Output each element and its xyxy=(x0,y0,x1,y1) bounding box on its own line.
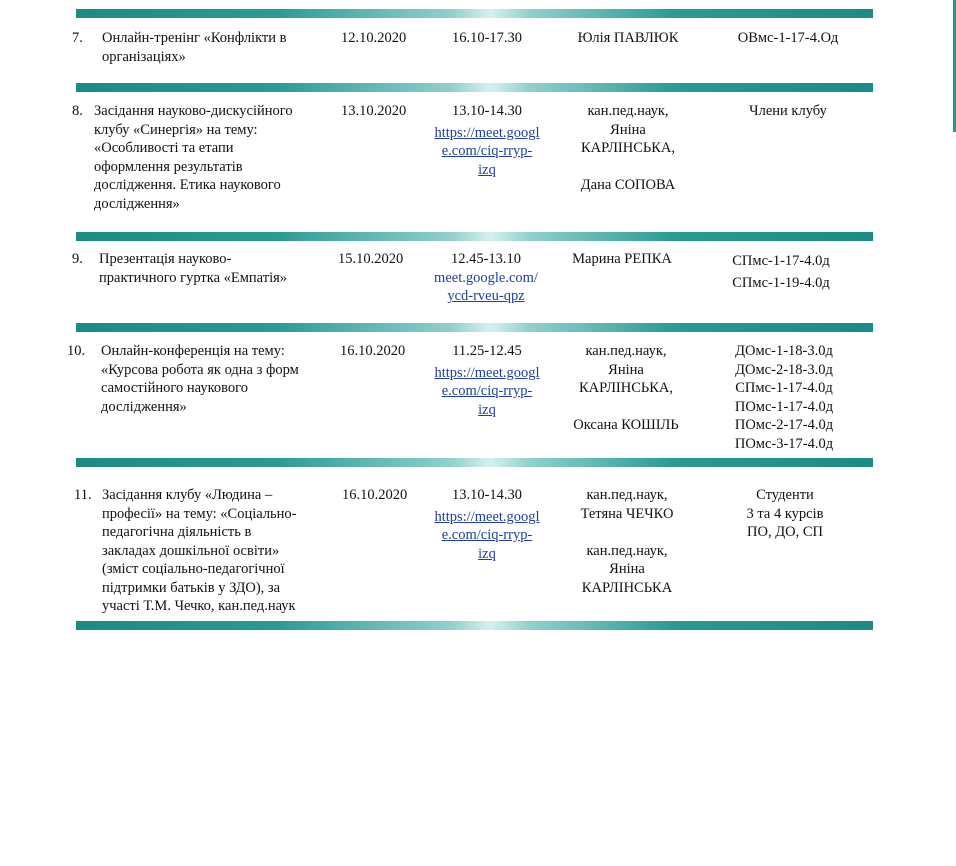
responsible: кан.пед.наук, Тетяна ЧЕЧКО кан.пед.наук, Яніна КАРЛІНСЬКА xyxy=(580,487,674,596)
meeting-link[interactable]: https://meet.googl e.com/ciq-rryp- izq xyxy=(434,508,540,562)
row-separator xyxy=(76,458,873,467)
row-number: 10. xyxy=(67,343,86,359)
event-time: 13.10-14.30 https://meet.googl e.com/ciq-rryp- izq xyxy=(432,486,542,563)
event-date: 12.10.2020 xyxy=(341,30,407,46)
event-title: Онлайн-тренінг «Конфлікти в організаціях» xyxy=(102,30,287,65)
row-number: 7. xyxy=(72,30,83,46)
meeting-link[interactable]: https://meet.googl e.com/ciq-rryp- izq xyxy=(434,364,540,418)
row-number: 9. xyxy=(72,251,83,267)
event-date: 13.10.2020 xyxy=(341,103,407,119)
meeting-link[interactable]: https://meet.googl e.com/ciq-rryp- izq xyxy=(434,124,540,178)
responsible: кан.пед.наук, Яніна КАРЛІНСЬКА, Дана СОПОВА xyxy=(580,103,676,193)
row-separator xyxy=(76,323,873,332)
event-title: Презентація науково- практичного гуртка «Емпатія» xyxy=(99,251,288,286)
event-time: 13.10-14.30 https://meet.googl e.com/ciq-rryp- izq xyxy=(432,102,542,179)
event-time: 11.25-12.45 https://meet.googl e.com/ciq-rryp- izq xyxy=(432,342,542,419)
participants: Члени клубу xyxy=(749,103,827,119)
event-date: 16.10.2020 xyxy=(340,343,406,359)
responsible: Марина РЕПКА xyxy=(572,251,672,267)
event-date: 15.10.2020 xyxy=(338,251,404,267)
participants: СПмс-1-17-4.0д СПмс-1-19-4.0д xyxy=(732,253,830,291)
event-date: 16.10.2020 xyxy=(342,487,408,503)
participants: ОВмс-1-17-4.Од xyxy=(737,30,839,46)
event-title: Засідання клубу «Людина – професії» на тему: «Соціально- педагогічна діяльність в закладах дошкільної освіти» (зміст соціально-педагогічної підтримки батьків у ЗДО), за участі Т.М. Чечко, кан.пед.наук xyxy=(102,487,297,614)
responsible: Юлія ПАВЛЮК xyxy=(577,30,679,46)
row-number: 11. xyxy=(74,487,92,503)
event-title: Онлайн-конференція на тему: «Курсова робота як одна з форм самостійного наукового дослідження» xyxy=(101,343,299,415)
row-separator xyxy=(76,232,873,241)
event-time: 12.45-13.10 meet.google.com/ ycd-rveu-qpz xyxy=(421,250,551,306)
participants: ДОмс-1-18-3.0д ДОмс-2-18-3.0д СПмс-1-17-4.0д ПОмс-1-17-4.0д ПОмс-2-17-4.0д ПОмс-3-17-4.0д xyxy=(734,343,834,452)
row-separator xyxy=(76,9,873,18)
event-title: Засідання науково-дискусійного клубу «Синергія» на тему: «Особливості та етапи оформлення результатів дослідження. Етика наукового дослідження» xyxy=(94,103,293,212)
row-separator xyxy=(76,83,873,92)
meeting-link[interactable]: meet.google.com/ ycd-rveu-qpz xyxy=(434,269,538,304)
event-time: 16.10-17.30 xyxy=(451,30,523,46)
row-number: 8. xyxy=(72,103,83,119)
row-separator xyxy=(76,621,873,630)
participants: Студенти 3 та 4 курсів ПО, ДО, СП xyxy=(746,487,824,540)
responsible: кан.пед.наук, Яніна КАРЛІНСЬКА, Оксана КОШІЛЬ xyxy=(573,343,679,433)
